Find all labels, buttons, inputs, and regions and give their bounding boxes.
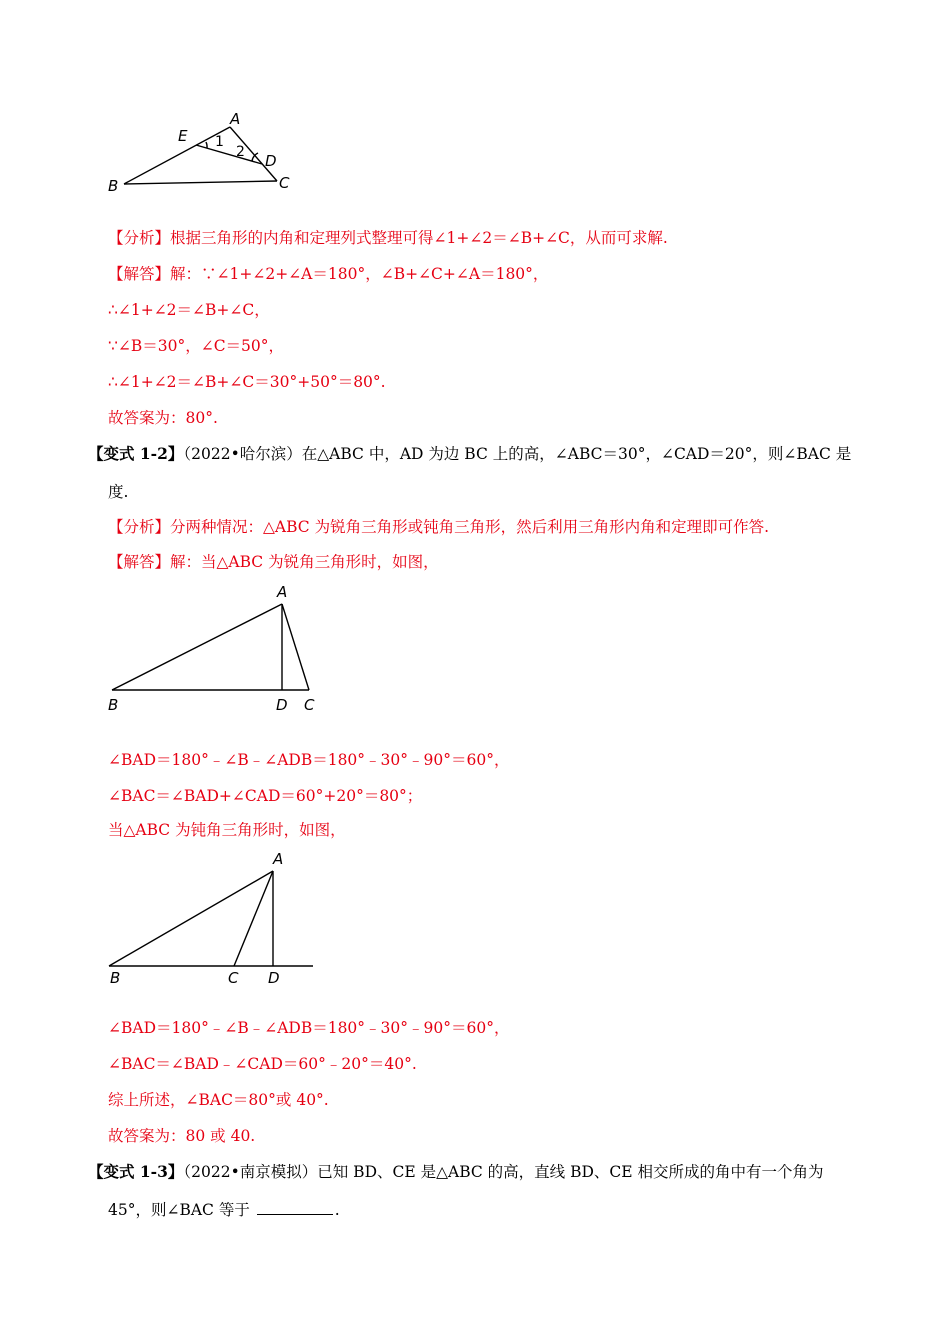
q13-line1: [88, 1162, 824, 1182]
s12-analysis-tag: 【分析】: [108, 518, 171, 536]
fig3-label-c: C: [228, 969, 239, 987]
q13-text1: 已知 BD、CE 是△ABC 的高，直线 BD、CE 相交所成的角中有一个角为: [317, 1163, 824, 1181]
fig3-label-a: A: [273, 850, 284, 868]
s12-line3: 当△ABC 为钝角三角形时，如图，: [108, 821, 346, 839]
fig1-label-e: E: [178, 127, 188, 145]
s12-line2: ∠BAC＝∠BAD+∠CAD＝60°+20°＝80°；: [108, 787, 423, 805]
p1-answer-line1: 解：∵∠1+∠2+∠A＝180°，∠B+∠C+∠A＝180°，: [170, 265, 549, 283]
answer-blank[interactable]: [257, 1200, 333, 1215]
p1-line3: ∵∠B＝30°，∠C＝50°，: [108, 337, 285, 355]
s12-analysis-text: 分两种情况：△ABC 为锐角三角形或钝角三角形，然后利用三角形内角和定理即可作答.: [170, 518, 770, 536]
fig1-label-a: A: [230, 110, 241, 128]
p1-analysis-text: 根据三角形的内角和定理列式整理可得∠1+∠2＝∠B+∠C，从而可求解.: [170, 229, 668, 247]
s12-answer-text: 解：当△ABC 为锐角三角形时，如图，: [170, 553, 439, 571]
s12-analysis: [108, 517, 769, 537]
q12-tag: 【变式 1-2】: [88, 444, 184, 463]
s12-line6: 综上所述，∠BAC＝80°或 40°.: [108, 1091, 329, 1109]
s12-line4: ∠BAD＝180°﹣∠B﹣∠ADB＝180°﹣30°﹣90°＝60°，: [108, 1019, 510, 1037]
s12-line5: ∠BAC＝∠BAD﹣∠CAD＝60°﹣20°＝40°.: [108, 1055, 417, 1073]
p1-answer: [108, 264, 548, 284]
fig2-label-b: B: [108, 696, 119, 714]
fig3-side-ca: [234, 871, 273, 966]
s12-line7: 故答案为：80 或 40.: [108, 1127, 256, 1145]
fig2-label-a: A: [277, 583, 288, 601]
fig2-label-d: D: [276, 696, 288, 714]
fig3-label-d: D: [268, 969, 280, 987]
q12-text1: 在△ABC 中，AD 为边 BC 上的高，∠ABC＝30°，∠CAD＝20°，则∠BAC 是: [301, 445, 852, 463]
q12-text2: 度.: [108, 483, 129, 501]
fig1-label-b: B: [108, 177, 119, 195]
q13-source: （2022•南京模拟）: [183, 1163, 318, 1181]
q12-source: （2022•哈尔滨）: [183, 445, 302, 463]
p1-answer-tag: 【解答】: [108, 265, 171, 283]
q12-line1: [88, 444, 851, 464]
fig1-label-2: 2: [236, 144, 245, 160]
q13-text2-after: .: [334, 1201, 340, 1219]
s12-answer: [108, 552, 439, 572]
s12-line1: ∠BAD＝180°﹣∠B﹣∠ADB＝180°﹣30°﹣90°＝60°，: [108, 751, 510, 769]
p1-line5: 故答案为：80°.: [108, 409, 218, 427]
q13-tag: 【变式 1-3】: [88, 1162, 184, 1181]
p1-analysis: [108, 228, 668, 248]
fig3-side-ba: [109, 871, 273, 966]
fig1-label-1: 1: [215, 134, 224, 150]
fig3-label-b: B: [110, 969, 121, 987]
q13-text2-before: 45°，则∠BAC 等于: [108, 1201, 250, 1219]
p1-line2: ∴∠1+∠2＝∠B+∠C，: [108, 301, 270, 319]
fig1-label-d: D: [265, 152, 277, 170]
q13-line2: [108, 1200, 340, 1220]
s12-answer-tag: 【解答】: [108, 553, 171, 571]
p1-line4: ∴∠1+∠2＝∠B+∠C＝30°+50°＝80°.: [108, 373, 386, 391]
p1-analysis-tag: 【分析】: [108, 229, 171, 247]
fig1-label-c: C: [279, 174, 290, 192]
fig2-label-c: C: [304, 696, 315, 714]
